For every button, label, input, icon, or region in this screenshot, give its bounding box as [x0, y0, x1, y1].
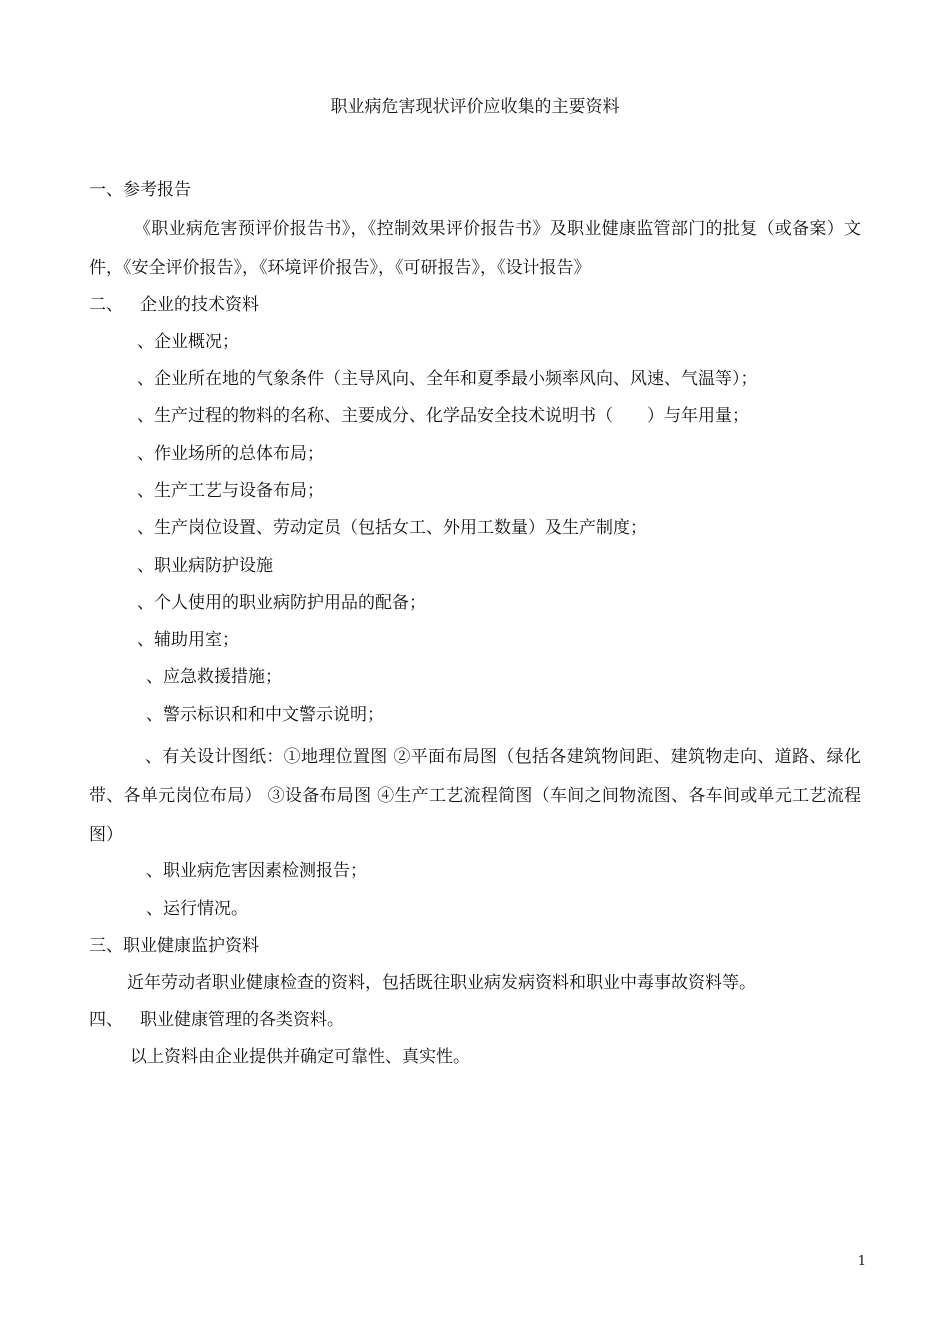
design-drawings-paragraph: 、有关设计图纸：①地理位置图 ②平面布局图（包括各建筑物间距、建筑物走向、道路、绿化带、各单元岗位布局） ③设备布局图 ④生产工艺流程简图（车间之间物流图、各车间或单元工艺流程图）	[89, 747, 861, 845]
document-title: 职业病危害现状评价应收集的主要资料	[330, 97, 620, 117]
section-4-heading	[89, 1009, 344, 1031]
section-2-heading-text: 企业的技术资料	[140, 295, 259, 315]
section-3-heading: 三、职业健康监护资料	[89, 936, 259, 956]
list-item: 、个人使用的职业病防护用品的配备；	[137, 593, 426, 613]
list-item: 、职业病防护设施	[137, 556, 273, 576]
closing-statement: 以上资料由企业提供并确定可靠性、真实性。	[130, 1047, 470, 1067]
page-number: 1	[857, 1254, 866, 1269]
list-item: 、辅助用室；	[137, 630, 239, 650]
list-item: 、生产工艺与设备布局；	[137, 481, 324, 501]
section-1-paragraph: 《职业病危害预评价报告书》，《控制效果评价报告书》及职业健康监管部门的批复（或备案）文件，《安全评价报告》，《环境评价报告》，《可研报告》，《设计报告》	[89, 219, 861, 278]
section-2-heading-number: 二、	[89, 295, 123, 315]
section-2-heading	[89, 294, 259, 316]
list-item: 、企业概况；	[137, 332, 239, 352]
list-item: 、生产过程的物料的名称、主要成分、化学品安全技术说明书（ ）与年用量；	[137, 406, 749, 426]
list-item: 、应急救援措施；	[146, 667, 282, 687]
list-item: 、职业病危害因素检测报告；	[146, 861, 367, 881]
list-item: 、企业所在地的气象条件（主导风向、全年和夏季最小频率风向、风速、气温等）；	[137, 369, 758, 389]
section-4-heading-number: 四、	[89, 1010, 123, 1030]
list-item: 、生产岗位设置、劳动定员（包括女工、外用工数量）及生产制度；	[137, 518, 647, 538]
section-3-paragraph: 近年劳动者职业健康检查的资料，包括既往职业病发病资料和职业中毒事故资料等。	[127, 973, 756, 993]
section-1-heading: 一、参考报告	[89, 180, 191, 200]
list-item: 、作业场所的总体布局；	[137, 444, 324, 464]
list-item: 、运行情况。	[146, 899, 248, 919]
list-item: 、警示标识和和中文警示说明；	[146, 705, 384, 725]
section-4-heading-text: 职业健康管理的各类资料。	[140, 1010, 344, 1030]
